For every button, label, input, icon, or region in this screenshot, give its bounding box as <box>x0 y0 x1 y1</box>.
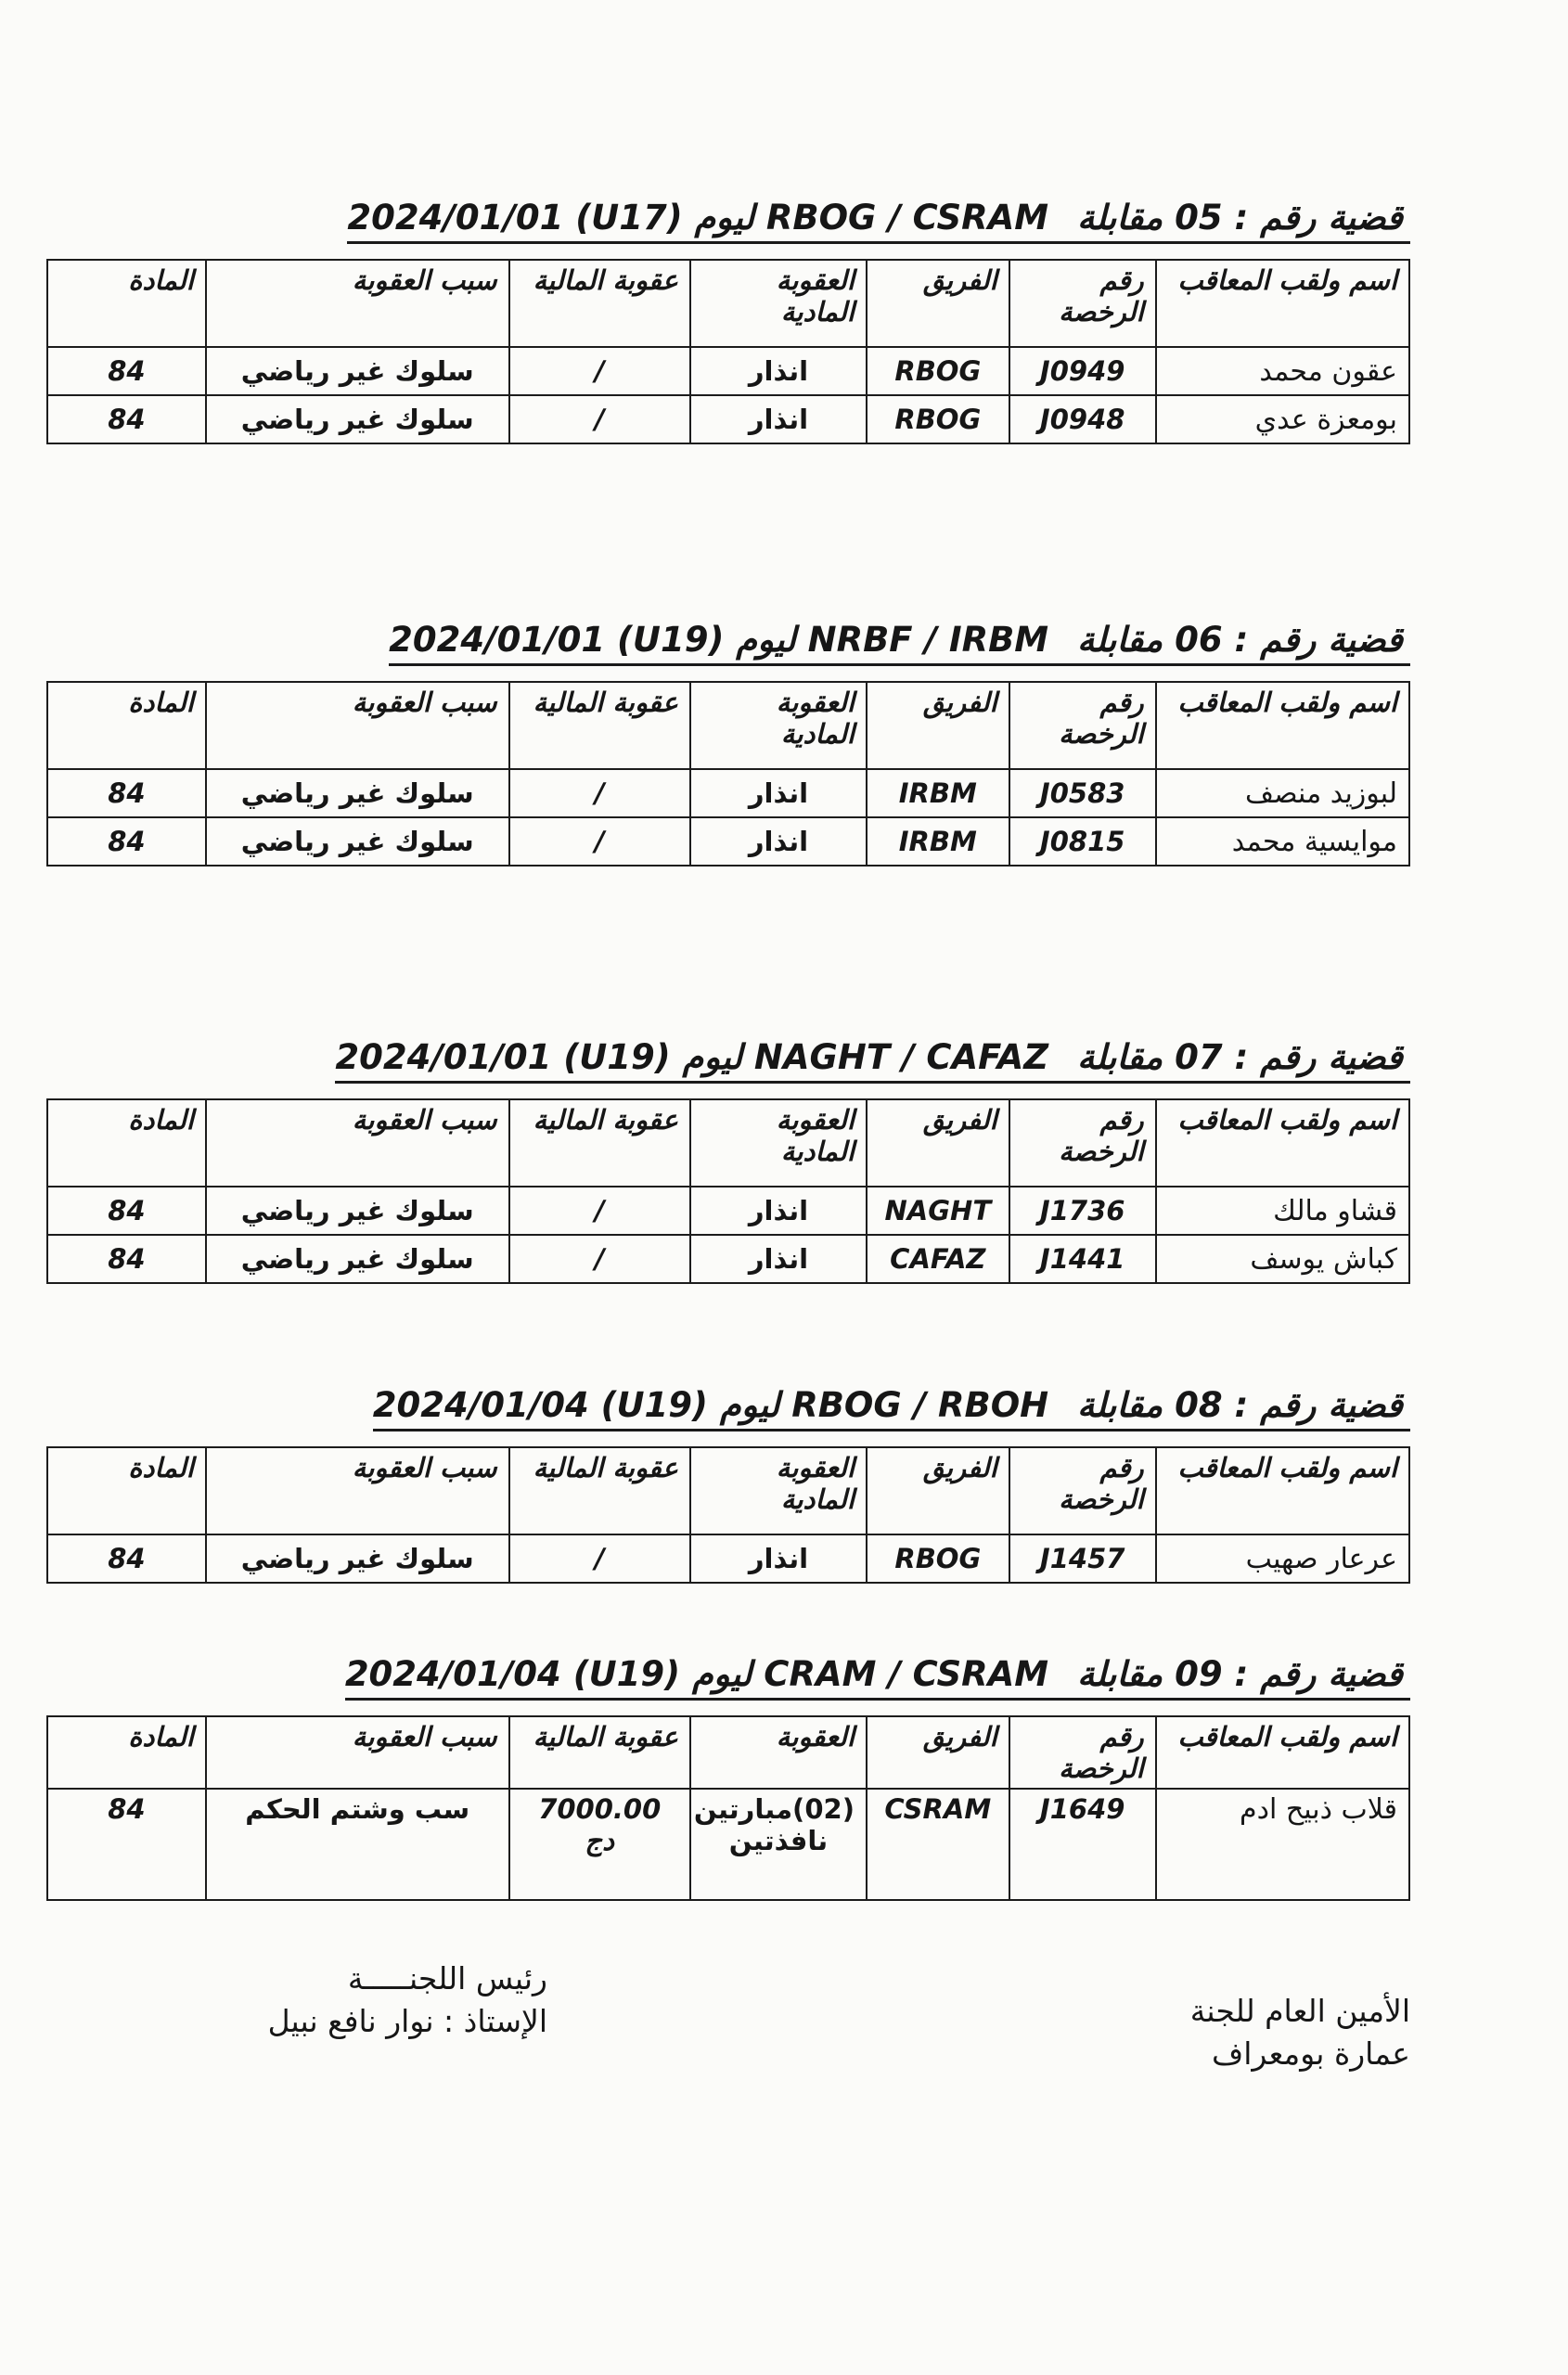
case-title <box>345 1651 1410 1701</box>
table-row <box>47 1187 1409 1235</box>
date-word: ليوم <box>694 198 754 238</box>
cell-team: NAGHT <box>867 1187 1009 1235</box>
table-row <box>47 1534 1409 1583</box>
case-label: قضية رقم : <box>1234 620 1403 660</box>
cell-reason: سلوك غير رياضي <box>206 1534 509 1583</box>
col-material-penalty: العقوبة المادية <box>690 1099 867 1187</box>
col-team: الفريق <box>867 1716 1009 1789</box>
match-category: (U17) <box>575 198 683 238</box>
case-number: 07 <box>1175 1037 1223 1077</box>
date-word: ليوم <box>682 1037 742 1077</box>
table-row <box>47 769 1409 817</box>
table-header <box>47 260 1409 347</box>
match-date: 2024/01/04 <box>372 1385 589 1425</box>
col-name: اسم ولقب المعاقب <box>1156 1099 1409 1187</box>
cell-article: 84 <box>47 817 206 866</box>
table-header <box>47 1716 1409 1789</box>
cell-penalty: انذار <box>690 347 867 395</box>
col-reason: سبب العقوبة <box>206 1099 509 1187</box>
cell-article: 84 <box>47 1235 206 1283</box>
cell-penalty: انذار <box>690 769 867 817</box>
col-financial-penalty: عقوبة المالية <box>509 1716 690 1789</box>
col-article: المادة <box>47 682 206 769</box>
match-date: 2024/01/01 <box>347 198 564 238</box>
cell-article: 84 <box>47 769 206 817</box>
cell-article: 84 <box>47 1789 206 1900</box>
cell-name: قشاو مالك <box>1156 1187 1409 1235</box>
col-team: الفريق <box>867 1447 1009 1534</box>
cell-license: J0583 <box>1009 769 1156 817</box>
case-number: 06 <box>1175 620 1223 660</box>
cell-team: CSRAM <box>867 1789 1009 1900</box>
cell-article: 84 <box>47 1187 206 1235</box>
cell-financial: / <box>509 769 690 817</box>
cell-reason: سلوك غير رياضي <box>206 817 509 866</box>
col-license: رقم الرخصة <box>1009 1099 1156 1187</box>
cell-license: J1736 <box>1009 1187 1156 1235</box>
cell-penalty: انذار <box>690 1187 867 1235</box>
cell-penalty: (02)مبارتين نافذتين <box>690 1789 867 1900</box>
table-row <box>47 817 1409 866</box>
cell-license: J0949 <box>1009 347 1156 395</box>
cell-penalty: انذار <box>690 1534 867 1583</box>
cell-team: IRBM <box>867 769 1009 817</box>
match-teams: RBOG / RBOH <box>791 1385 1049 1425</box>
sanctions-table <box>46 1715 1410 1901</box>
date-word: ليوم <box>719 1385 780 1425</box>
col-material-penalty: العقوبة المادية <box>690 260 867 347</box>
table-header <box>47 1447 1409 1534</box>
col-license: رقم الرخصة <box>1009 1716 1156 1789</box>
match-category: (U19) <box>572 1654 681 1694</box>
cell-financial: / <box>509 1235 690 1283</box>
sanctions-table <box>46 681 1410 867</box>
match-teams: NRBF / IRBM <box>807 620 1049 660</box>
cell-name: عرعار صهيب <box>1156 1534 1409 1583</box>
cell-article: 84 <box>47 347 206 395</box>
case-label: قضية رقم : <box>1234 1385 1403 1425</box>
col-team: الفريق <box>867 260 1009 347</box>
match-category: (U19) <box>600 1385 708 1425</box>
secretary-signature-block <box>1095 1990 1410 2075</box>
col-reason: سبب العقوبة <box>206 1716 509 1789</box>
case-number: 08 <box>1175 1385 1223 1425</box>
secretary-title: الأمين العام للجنة <box>1189 1993 1410 2029</box>
col-name: اسم ولقب المعاقب <box>1156 1716 1409 1789</box>
cell-license: J1441 <box>1009 1235 1156 1283</box>
case-05 <box>46 195 1410 444</box>
col-reason: سبب العقوبة <box>206 260 509 347</box>
table-header <box>47 1099 1409 1187</box>
col-reason: سبب العقوبة <box>206 1447 509 1534</box>
match-word: مقابلة <box>1077 620 1163 660</box>
match-category: (U19) <box>563 1037 671 1077</box>
cell-financial: 7000.00 دج <box>509 1789 690 1900</box>
table-row <box>47 347 1409 395</box>
cell-name: كباش يوسف <box>1156 1235 1409 1283</box>
match-date: 2024/01/01 <box>389 620 606 660</box>
sanctions-table <box>46 259 1410 444</box>
cell-name: موايسية محمد <box>1156 817 1409 866</box>
col-team: الفريق <box>867 1099 1009 1187</box>
cell-team: CAFAZ <box>867 1235 1009 1283</box>
cell-license: J0948 <box>1009 395 1156 443</box>
case-title <box>389 617 1410 666</box>
col-license: رقم الرخصة <box>1009 682 1156 769</box>
table-row <box>47 395 1409 443</box>
cell-license: J0815 <box>1009 817 1156 866</box>
col-penalty: العقوبة <box>690 1716 867 1789</box>
case-label: قضية رقم : <box>1234 1654 1403 1694</box>
cell-reason: سلوك غير رياضي <box>206 1235 509 1283</box>
col-article: المادة <box>47 260 206 347</box>
cell-financial: / <box>509 817 690 866</box>
cell-team: RBOG <box>867 1534 1009 1583</box>
case-number: 09 <box>1175 1654 1223 1694</box>
col-article: المادة <box>47 1099 206 1187</box>
cell-penalty: انذار <box>690 1235 867 1283</box>
match-teams: NAGHT / CAFAZ <box>753 1037 1049 1077</box>
president-name: الإستاذ : نوار نافع نبيل <box>267 2003 547 2039</box>
case-label: قضية رقم : <box>1234 1037 1403 1077</box>
col-name: اسم ولقب المعاقب <box>1156 260 1409 347</box>
cell-team: RBOG <box>867 395 1009 443</box>
match-word: مقابلة <box>1077 1654 1163 1694</box>
match-teams: RBOG / CSRAM <box>765 198 1049 238</box>
case-07 <box>46 1034 1410 1284</box>
cell-name: عقون محمد <box>1156 347 1409 395</box>
sanctions-table <box>46 1446 1410 1584</box>
cell-name: قلاب ذبيح ادم <box>1156 1789 1409 1900</box>
match-word: مقابلة <box>1077 198 1163 238</box>
col-article: المادة <box>47 1716 206 1789</box>
case-title <box>335 1034 1410 1084</box>
case-number: 05 <box>1175 198 1223 238</box>
cell-name: لبوزيد منصف <box>1156 769 1409 817</box>
cell-reason: سلوك غير رياضي <box>206 395 509 443</box>
col-license: رقم الرخصة <box>1009 260 1156 347</box>
case-06 <box>46 617 1410 867</box>
match-word: مقابلة <box>1077 1385 1163 1425</box>
table-header <box>47 682 1409 769</box>
case-title <box>347 195 1410 244</box>
col-material-penalty: العقوبة المادية <box>690 1447 867 1534</box>
cell-name: بومعزة عدي <box>1156 395 1409 443</box>
president-title: رئيس اللجنـــــة <box>347 1960 547 1996</box>
secretary-name: عمارة بومعراف <box>1212 2035 1410 2072</box>
cell-financial: / <box>509 347 690 395</box>
date-word: ليوم <box>691 1654 752 1694</box>
cell-reason: سب وشتم الحكم <box>206 1789 509 1900</box>
table-row <box>47 1235 1409 1283</box>
match-word: مقابلة <box>1077 1037 1163 1077</box>
col-financial-penalty: عقوبة المالية <box>509 682 690 769</box>
cell-article: 84 <box>47 395 206 443</box>
col-financial-penalty: عقوبة المالية <box>509 260 690 347</box>
sanctions-table <box>46 1098 1410 1284</box>
table-row <box>47 1789 1409 1900</box>
match-date: 2024/01/01 <box>335 1037 552 1077</box>
col-material-penalty: العقوبة المادية <box>690 682 867 769</box>
cell-penalty: انذار <box>690 395 867 443</box>
match-teams: CRAM / CSRAM <box>764 1654 1049 1694</box>
col-team: الفريق <box>867 682 1009 769</box>
cell-financial: / <box>509 395 690 443</box>
col-financial-penalty: عقوبة المالية <box>509 1099 690 1187</box>
cell-reason: سلوك غير رياضي <box>206 769 509 817</box>
col-license: رقم الرخصة <box>1009 1447 1156 1534</box>
cell-license: J1649 <box>1009 1789 1156 1900</box>
cell-article: 84 <box>47 1534 206 1583</box>
cell-team: RBOG <box>867 347 1009 395</box>
cell-financial: / <box>509 1187 690 1235</box>
col-article: المادة <box>47 1447 206 1534</box>
case-title <box>373 1382 1410 1431</box>
cell-reason: سلوك غير رياضي <box>206 347 509 395</box>
col-name: اسم ولقب المعاقب <box>1156 682 1409 769</box>
cell-penalty: انذار <box>690 817 867 866</box>
cell-team: IRBM <box>867 817 1009 866</box>
match-date: 2024/01/04 <box>344 1654 561 1694</box>
president-signature-block <box>213 1958 547 2043</box>
case-08 <box>46 1382 1410 1584</box>
cell-financial: / <box>509 1534 690 1583</box>
col-reason: سبب العقوبة <box>206 682 509 769</box>
case-label: قضية رقم : <box>1234 198 1403 238</box>
match-category: (U19) <box>617 620 725 660</box>
col-financial-penalty: عقوبة المالية <box>509 1447 690 1534</box>
col-name: اسم ولقب المعاقب <box>1156 1447 1409 1534</box>
cell-license: J1457 <box>1009 1534 1156 1583</box>
cell-reason: سلوك غير رياضي <box>206 1187 509 1235</box>
case-09 <box>46 1651 1410 1901</box>
date-word: ليوم <box>736 620 796 660</box>
